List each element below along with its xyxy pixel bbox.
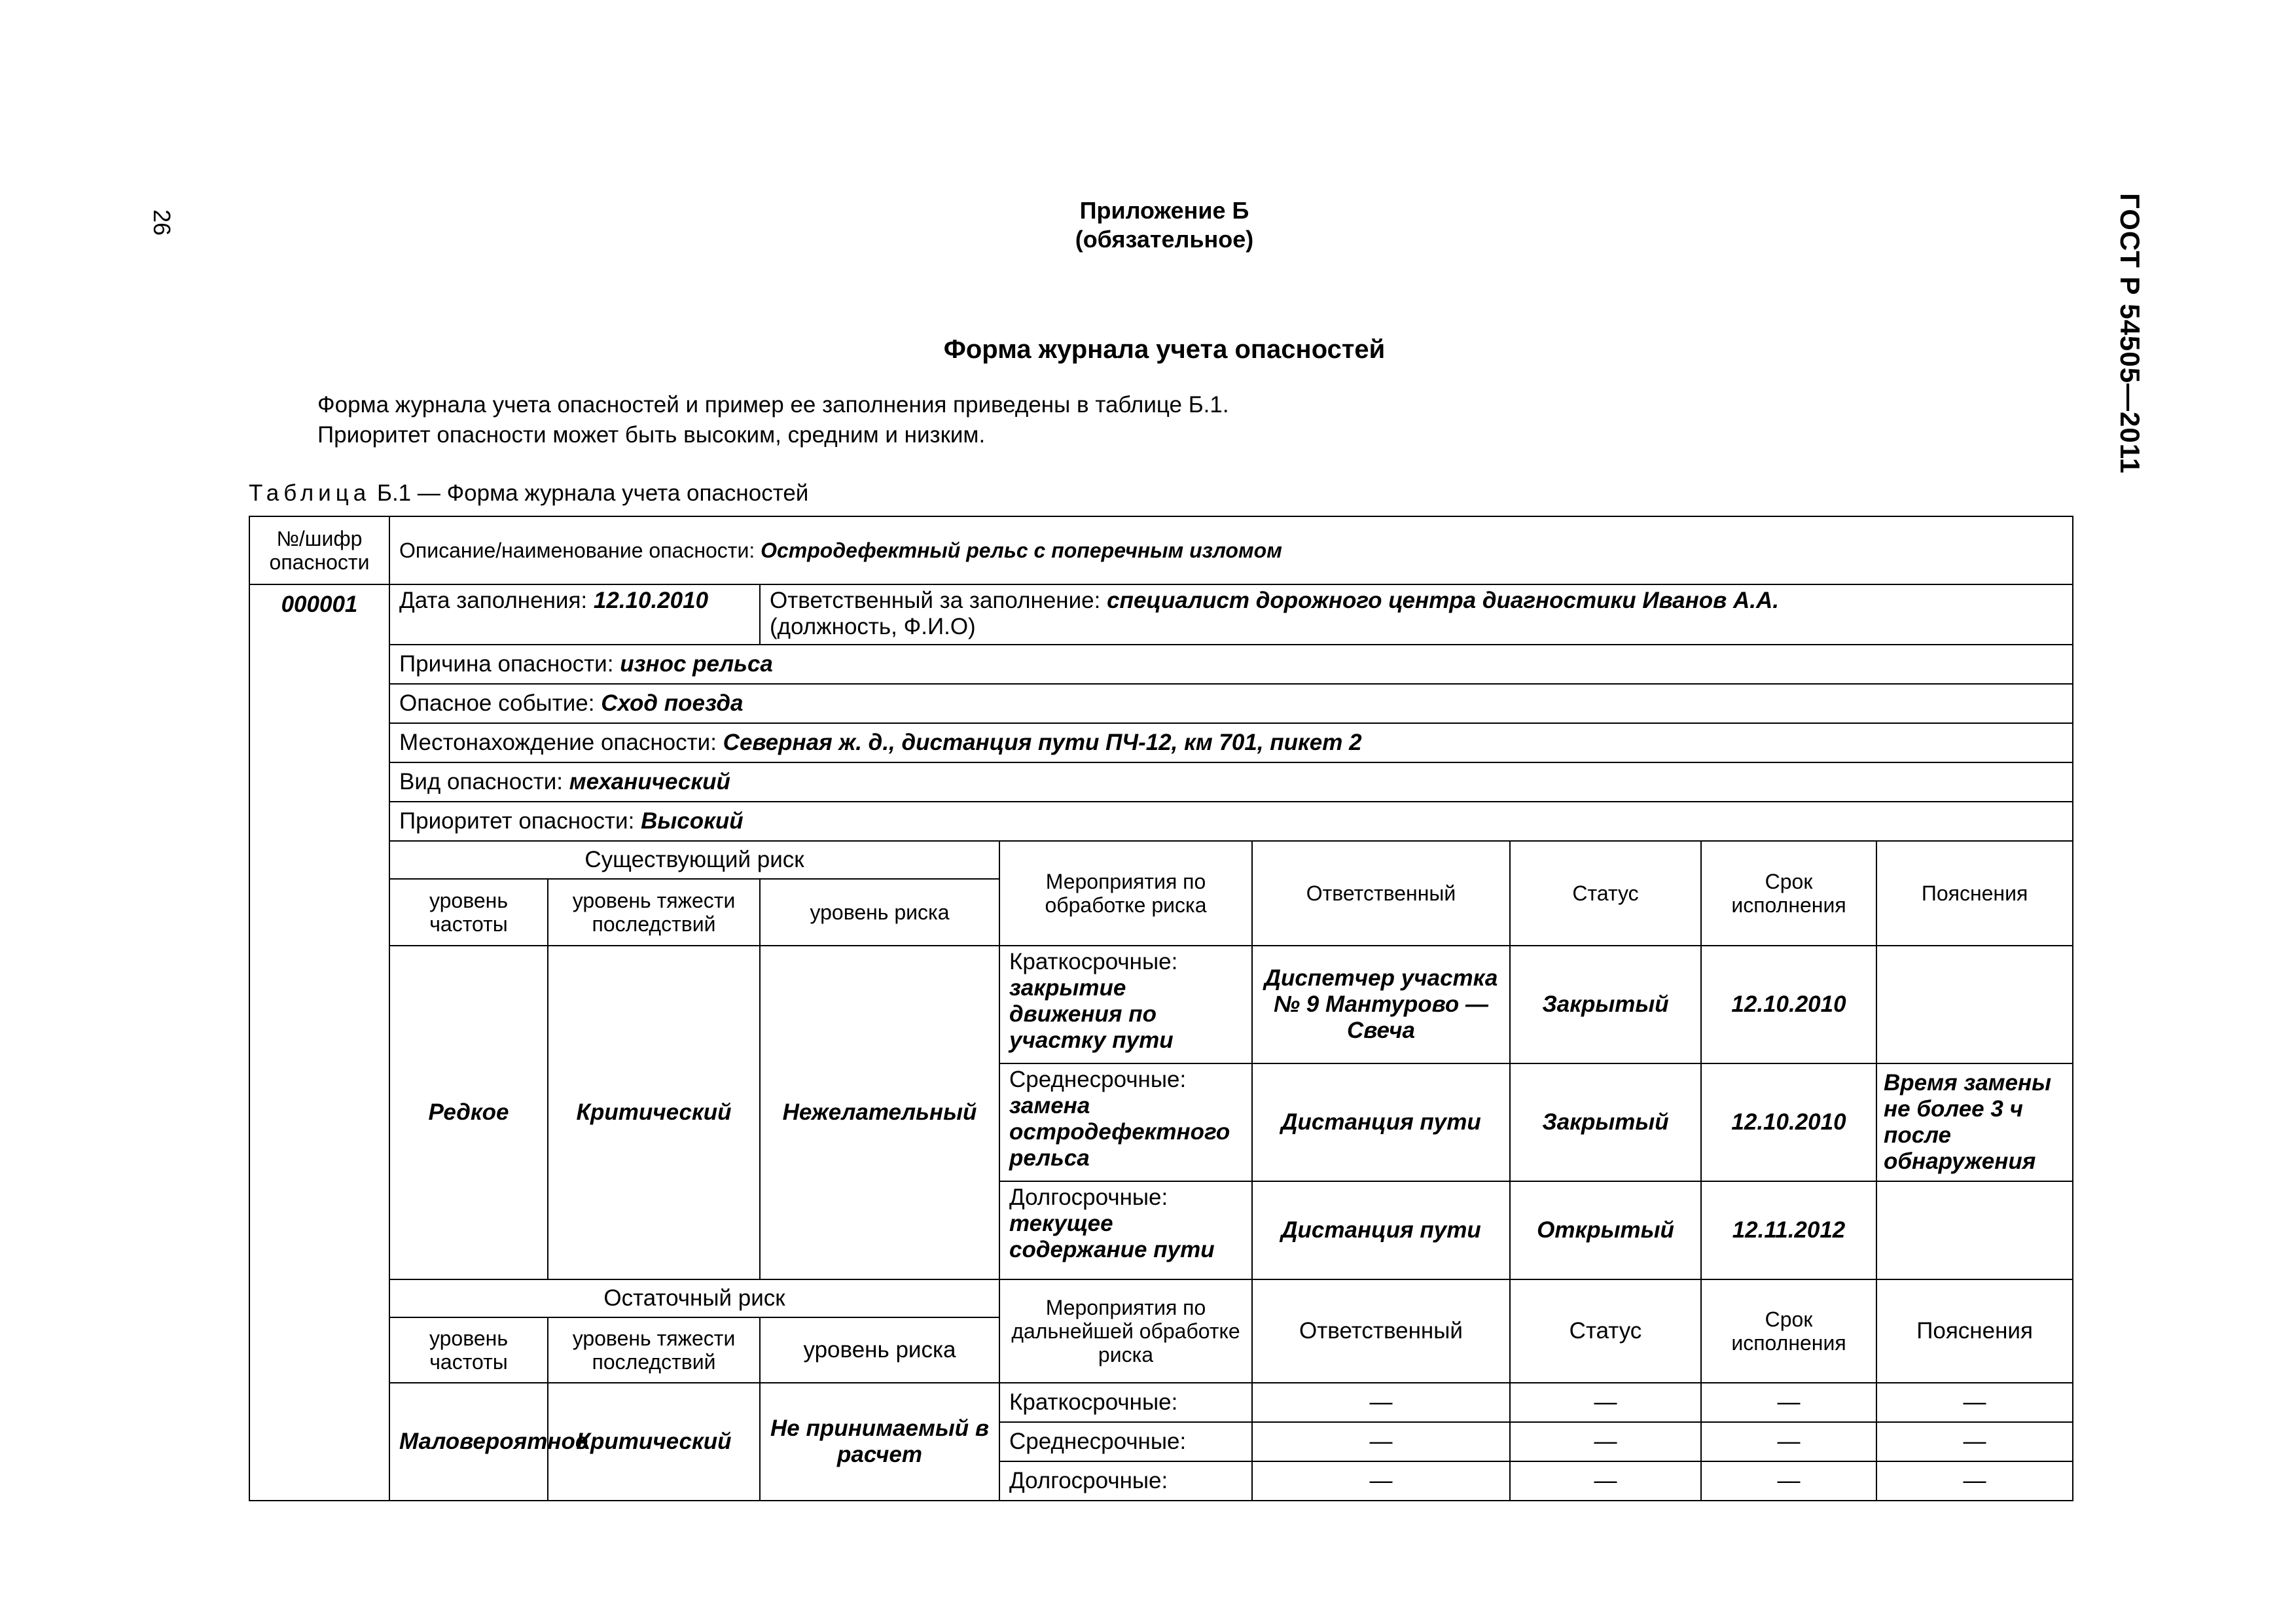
existing-measure-cell: [999, 1181, 1252, 1279]
date-cell: [389, 584, 760, 645]
page-number: 26: [149, 209, 175, 236]
form-title: Форма журнала учета опасностей: [943, 335, 1386, 364]
measure-note: [1876, 946, 2073, 1063]
residual-responsible-header: Ответственный: [1252, 1279, 1510, 1383]
responsible-note: (должность, Ф.И.О): [770, 614, 976, 639]
existing-severity-header: уровень тяжести последствий: [548, 879, 760, 946]
measure-term: Среднесрочные:: [1009, 1067, 1187, 1092]
residual-status: —: [1510, 1383, 1701, 1422]
measure-status: Закрытый: [1510, 946, 1701, 1063]
residual-risk-level: Не принимаемый в расчет: [760, 1383, 999, 1501]
residual-term: Краткосрочные:: [999, 1383, 1252, 1422]
caption-text: Б.1 — Форма журнала учета опасностей: [376, 480, 809, 506]
standard-code: ГОСТ Р 54505—2011: [2115, 193, 2145, 474]
hazard-log-table: [249, 516, 2073, 1501]
location-label: Местонахождение опасности:: [399, 730, 723, 755]
existing-deadline-header: Срок исполнения: [1701, 841, 1876, 946]
description-label: Описание/наименование опасности:: [399, 539, 761, 562]
cause-value: износ рельса: [620, 651, 773, 677]
responsible-label: Ответственный за заполнение:: [770, 588, 1107, 613]
residual-note: —: [1876, 1383, 2073, 1422]
measure-text: замена остродефектного рельса: [1009, 1093, 1230, 1171]
intro-line-1: Форма журнала учета опасностей и пример ее заполнения приведены в таблице Б.1.: [317, 392, 1229, 418]
existing-risk-level-header: уровень риска: [760, 879, 999, 946]
type-value: механический: [569, 769, 730, 794]
residual-deadline-header: Срок исполнения: [1701, 1279, 1876, 1383]
residual-severity-header: уровень тяжести последствий: [548, 1317, 760, 1383]
residual-term: Долгосрочные:: [999, 1461, 1252, 1501]
existing-notes-header: Пояснения: [1876, 841, 2073, 946]
responsible-filler-cell: [760, 584, 2073, 645]
residual-measures-header: Мероприятия по дальнейшей обработке риска: [999, 1279, 1252, 1383]
type-label: Вид опасности:: [399, 769, 569, 794]
existing-measure-cell: [999, 946, 1252, 1063]
cause-row: [389, 645, 2073, 684]
intro-paragraph: [317, 390, 1229, 450]
existing-status-header: Статус: [1510, 841, 1701, 946]
existing-measure-cell: [999, 1063, 1252, 1181]
appendix-note: (обязательное): [1075, 226, 1254, 253]
responsible-value: специалист дорожного центра диагностики Иванов А.А.: [1107, 588, 1780, 613]
event-value: Сход поезда: [601, 690, 744, 716]
residual-risk-header: Остаточный риск: [389, 1279, 999, 1317]
residual-status-header: Статус: [1510, 1279, 1701, 1383]
location-row: [389, 723, 2073, 762]
residual-severity: Критический: [548, 1383, 760, 1501]
hazard-id: 000001: [249, 584, 389, 1501]
residual-risk-level-header: уровень риска: [760, 1317, 999, 1383]
measure-deadline: 12.10.2010: [1701, 946, 1876, 1063]
residual-frequency-header: уровень частоты: [389, 1317, 548, 1383]
residual-deadline: —: [1701, 1422, 1876, 1461]
priority-row: [389, 802, 2073, 841]
residual-note: —: [1876, 1461, 2073, 1501]
residual-deadline: —: [1701, 1383, 1876, 1422]
measure-responsible: Дистанция пути: [1252, 1181, 1510, 1279]
measure-deadline: 12.10.2010: [1701, 1063, 1876, 1181]
existing-frequency-header: уровень частоты: [389, 879, 548, 946]
existing-measures-header: Мероприятия по обработке риска: [999, 841, 1252, 946]
residual-responsible: —: [1252, 1383, 1510, 1422]
measure-deadline: 12.11.2012: [1701, 1181, 1876, 1279]
measure-status: Закрытый: [1510, 1063, 1701, 1181]
event-row: [389, 684, 2073, 723]
residual-responsible: —: [1252, 1422, 1510, 1461]
measure-term: Краткосрочные:: [1009, 949, 1178, 974]
residual-notes-header: Пояснения: [1876, 1279, 2073, 1383]
measure-note: [1876, 1181, 2073, 1279]
measure-status: Открытый: [1510, 1181, 1701, 1279]
residual-deadline: —: [1701, 1461, 1876, 1501]
existing-responsible-header: Ответственный: [1252, 841, 1510, 946]
description-row: [389, 516, 2073, 584]
date-value: 12.10.2010: [593, 588, 709, 613]
residual-note: —: [1876, 1422, 2073, 1461]
existing-severity: Критический: [548, 946, 760, 1279]
cause-label: Причина опасности:: [399, 651, 620, 677]
priority-label: Приоритет опасности:: [399, 808, 641, 834]
id-header: №/шифр опасности: [249, 516, 389, 584]
event-label: Опасное событие:: [399, 690, 601, 716]
appendix-title: Приложение Б: [1079, 197, 1249, 224]
measure-note: Время замены не более 3 ч после обнаружения: [1876, 1063, 2073, 1181]
location-value: Северная ж. д., дистанция пути ПЧ-12, км 701, пикет 2: [723, 730, 1362, 755]
appendix-heading: [0, 196, 2296, 254]
residual-responsible: —: [1252, 1461, 1510, 1501]
existing-risk-level: Нежелательный: [760, 946, 999, 1279]
residual-status: —: [1510, 1422, 1701, 1461]
residual-status: —: [1510, 1461, 1701, 1501]
description-value: Остродефектный рельс с поперечным изломом: [761, 539, 1282, 562]
table-caption: [249, 480, 808, 507]
date-label: Дата заполнения:: [399, 588, 594, 613]
measure-text: текущее содержание пути: [1009, 1211, 1215, 1262]
measure-text: закрытие движения по участку пути: [1009, 975, 1174, 1053]
caption-word: Таблица: [249, 480, 371, 506]
measure-responsible: Дистанция пути: [1252, 1063, 1510, 1181]
type-row: [389, 762, 2073, 802]
residual-term: Среднесрочные:: [999, 1422, 1252, 1461]
existing-risk-header: Существующий риск: [389, 841, 999, 879]
residual-frequency: Маловероятное: [389, 1383, 548, 1501]
measure-responsible: Диспетчер участка № 9 Мантурово — Свеча: [1252, 946, 1510, 1063]
intro-line-2: Приоритет опасности может быть высоким, средним и низким.: [317, 422, 986, 448]
existing-frequency: Редкое: [389, 946, 548, 1279]
priority-value: Высокий: [641, 808, 744, 834]
measure-term: Долгосрочные:: [1009, 1185, 1168, 1210]
